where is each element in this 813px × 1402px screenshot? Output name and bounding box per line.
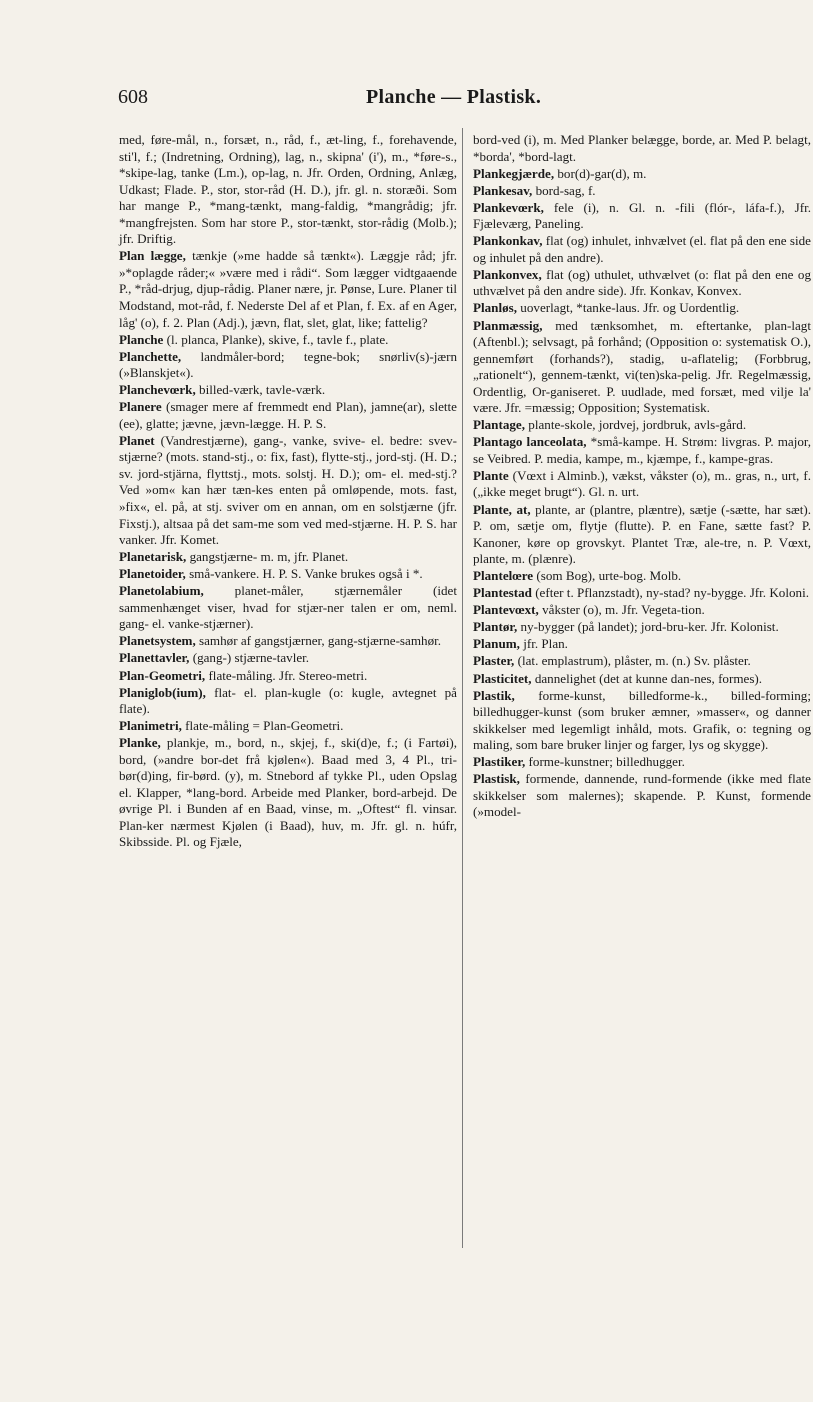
entry-text: bor(d)-gar(d), m. xyxy=(554,165,647,181)
entry-text: gangstjærne- m. m, jfr. Planet. xyxy=(186,549,349,565)
entry-text: (l. planca, Planke), skive, f., tavle f., plate. xyxy=(163,331,389,347)
entry-text: (som Bog), urte-bog. Molb. xyxy=(533,568,682,584)
dictionary-entry xyxy=(473,585,811,602)
entry-headword: Planke, xyxy=(119,735,161,751)
entry-headword: Plante, at, xyxy=(473,501,531,517)
entry-text: formende, dannende, rund-formende (ikke med flate skikkelser som malernes); skapende. P. Kunst, formende (»model- xyxy=(473,771,811,820)
entry-text: billed-værk, tavle-værk. xyxy=(195,382,326,398)
dictionary-entry xyxy=(473,183,811,200)
entry-headword: Planettavler, xyxy=(119,650,190,666)
entry-text: (efter t. Pflanzstadt), ny-stad? ny-bygge. Jfr. Koloni. xyxy=(531,585,810,601)
dictionary-entry xyxy=(473,417,811,434)
dictionary-entry xyxy=(119,349,457,382)
entry-text: (Vandrestjærne), gang-, vanke, svive- el. bedre: svev-stjærne? (mots. stand-stj., o: fix, fast), flytte-stj., jord-stj. (H. D.; sv. jord-stjärna, flyttstj., mots. solstj. H. D.); om- el. med-stj.? Ved »om« kan hær tæn-kes enten på omløpende, mots. fast, »fix«, el. på, at stj. sviver om en annan, om en solstjærne (jfr. Fixstj.), altsaa på det sam-me som ved med-stjærne. H. P. S. har vanker. Jfr. Komet. xyxy=(119,432,457,548)
entry-text: flat- el. plan-kugle (o: kugle, avtegnet på flate). xyxy=(119,684,457,717)
entry-headword: Planetarisk, xyxy=(119,549,187,565)
entry-text: små-vankere. H. P. S. Vanke brukes også i *. xyxy=(185,566,423,582)
entry-headword: Plante xyxy=(473,467,509,483)
dictionary-entry xyxy=(473,619,811,636)
dictionary-entry xyxy=(473,434,811,467)
entry-headword: Plasticitet, xyxy=(473,670,532,686)
dictionary-entry xyxy=(473,200,811,233)
dictionary-entry xyxy=(473,502,811,568)
page-title: Planche — Plastisk. xyxy=(366,86,542,108)
entry-text: (lat. emplastrum), plåster, m. (n.) Sv. plåster. xyxy=(514,653,751,669)
entry-text: flat (og) inhulet, inhvælvet (el. flat på den ene side og inhulet på den andre). xyxy=(473,233,811,265)
entry-headword: Planche xyxy=(119,331,164,347)
entry-text: dannelighet (det at kunne dan-nes, formes). xyxy=(531,670,763,686)
entry-headword: Planetoider, xyxy=(119,566,186,582)
entry-text: *små-kampe. H. Strøm: livgras. P. major, se Veibred. P. media, kampe, m., kjæmpe, f., kampe-gras. xyxy=(473,434,812,466)
entry-text: med tænksomhet, m. eftertanke, plan-lagt (Aftenbl.); selvsagt, på forhånd; (Opposition o: systematisk O.), gennemført (forhands?), stadig, u-aflatelig; (Forbbrug, „rationelt“), gennem-tænkt, vi(ten)ska-pelig. Jfr. Regelmæssig, Ordentlig, Or-ganiseret. P. uudlade, med forsæt, med vilje la' være. Jfr. =mæssig; Opposition; Systematisk. xyxy=(473,317,811,416)
dictionary-entry xyxy=(119,650,457,667)
entry-headword: Plantestad xyxy=(473,585,532,601)
entry-text: (Vœxt i Alminb.), vækst, våkster (o), m.. gras, n., urt, f. („ikke meget brugt“). Gl. n. urt. xyxy=(473,467,811,500)
entry-headword: Planum, xyxy=(473,636,520,652)
dictionary-entry xyxy=(473,132,811,165)
dictionary-entry xyxy=(473,771,811,821)
entry-text: landmåler-bord; tegne-bok; snørliv(s)-jærn (»Blanskjet«). xyxy=(119,348,457,381)
entry-text: ny-bygger (på landet); jord-bru-ker. Jfr. Kolonist. xyxy=(517,619,779,635)
entry-text: forme-kunst, billedforme-k., billed-forming; billedhugger-kunst (som bruker æmner, »masser«, og danner skikkelser med legemligt inhåld, mots. Grafik, o: tegning og maling, som bare bruker linjer og farger, lys og skygge). xyxy=(473,687,811,753)
dictionary-entry xyxy=(473,671,811,688)
dictionary-entry xyxy=(119,332,457,349)
entry-text: forme-kunstner; billedhugger. xyxy=(525,754,685,770)
entry-headword: Plan lægge, xyxy=(119,248,186,264)
entry-text: planet-måler, stjærnemåler (idet sammenhænget viser, hvad for stjær-ner talen er om, neml. gang- el. vanke-stjærner). xyxy=(119,583,457,632)
entry-headword: Plan-Geometri, xyxy=(119,667,206,683)
entry-text: med, føre-mål, n., forsæt, n., råd, f., æt-ling, f., forehavende, sti'l, f.; (Indretning, Ordning), lag, n., skipna' (i'), m., *føre-s., *skipe-lag, tanke (Lm.), op-lag, n. Jfr. Orden, Ordning, Anlæg, Udkast; Flade. P., stor, stor-råd (H. D.), jfr. gl. n. storæði. Som har mange P., *mang-tænkt, mang-faldig, *mangrådig; jfr. *mangfrejsten. Som har store P., stor-tænkt, stor-rådig (Molb.); jfr. Driftig. xyxy=(119,132,457,247)
dictionary-entry xyxy=(119,433,457,549)
entry-text: bord-ved (i), m. Med Planker belægge, borde, ar. Med P. belagt, *borda', *bord-lagt. xyxy=(473,132,811,164)
entry-text: bord-sag, f. xyxy=(532,182,596,198)
dictionary-entry xyxy=(119,566,457,583)
entry-headword: Plantago lanceolata, xyxy=(473,434,587,450)
dictionary-entry xyxy=(119,668,457,685)
page-number: 608 xyxy=(118,86,148,108)
dictionary-entry xyxy=(119,399,457,432)
dictionary-entry xyxy=(473,754,811,771)
dictionary-entry xyxy=(119,735,457,851)
entry-headword: Plastik, xyxy=(473,687,515,703)
entry-text: (smager mere af fremmedt end Plan), jamne(ar), slette (ee), glatte; jævne, jævn-lægge. H. P. S. xyxy=(119,399,457,431)
entry-headword: Planimetri, xyxy=(119,718,182,734)
entry-headword: Plankonvex, xyxy=(473,266,542,282)
dictionary-entry xyxy=(473,468,811,501)
dictionary-entry xyxy=(473,568,811,585)
entry-headword: Planmæssig, xyxy=(473,317,543,333)
entry-headword: Planetsystem, xyxy=(119,633,196,649)
entry-headword: Planet xyxy=(119,432,155,448)
entry-text: uoverlagt, *tanke-laus. Jfr. og Uordentlig. xyxy=(517,300,740,316)
dictionary-entry xyxy=(119,248,457,331)
right-column xyxy=(473,132,811,821)
entry-headword: Planchevœrk, xyxy=(119,382,196,398)
dictionary-entry xyxy=(473,233,811,266)
dictionary-entry xyxy=(473,602,811,619)
entry-text: flate-måling. Jfr. Stereo-metri. xyxy=(205,667,368,683)
entry-headword: Plankesav, xyxy=(473,182,533,198)
entry-headword: Plankevœrk, xyxy=(473,199,544,215)
dictionary-entry xyxy=(119,583,457,633)
dictionary-entry xyxy=(473,300,811,317)
dictionary-entry xyxy=(119,718,457,735)
entry-text: jfr. Plan. xyxy=(519,636,568,652)
dictionary-entry xyxy=(473,688,811,754)
entry-headword: Planere xyxy=(119,399,162,415)
entry-headword: Plantevœxt, xyxy=(473,602,539,618)
entry-headword: Plankonkav, xyxy=(473,233,543,249)
entry-text: flat (og) uthulet, uthvælvet (o: flat på den ene og uthvælvet på den andre side). Jfr. Konkav, Konvex. xyxy=(473,266,811,299)
dictionary-entry xyxy=(473,318,811,417)
entry-headword: Plantør, xyxy=(473,619,518,635)
dictionary-entry xyxy=(119,132,457,248)
entry-text: plankje, m., bord, n., skjej, f., ski(d)e, f.; (i Fartøi), bord, (»andre bor-det frå kjølen«). Baad med 3, 4 Pl., tri-bør(d)ing, fir-børd. (y), m. Stnebord af tykke Pl., uden Opslag el. Klapper, *lang-bord. Arbeide med Planker, bord-arbejd. De øvrige Pl. i Bunden af en Baad, vinse, m. „Oftest“ fl. vinsar. Plan-ker nærmest Kjølen (i Baad), huv, m. Jfr. gl. n. húfr, Skibsside. Pl. og Fjæle, xyxy=(119,735,457,850)
dictionary-entry xyxy=(119,382,457,399)
dictionary-entry xyxy=(473,267,811,300)
entry-text: plante, ar (plantre, plæntre), sætje (-sætte, har sæt). P. om, sætje om, flytje (flutte). P. en Fane, sætte fast? P. Kanoner, køre op grovskyt. Plantet Træ, ale-tre, n. P. Vœxt, plante, m. (plænre). xyxy=(473,501,811,567)
entry-headword: Plankegjærde, xyxy=(473,165,555,181)
entry-text: våkster (o), m. Jfr. Vegeta-tion. xyxy=(538,602,705,618)
left-column xyxy=(119,132,457,852)
entry-text: fele (i), n. Gl. n. -fili (flór-, láfa-f.), Jfr. Fjæleværg, Paneling. xyxy=(473,199,811,232)
dictionary-entry xyxy=(473,653,811,670)
entry-headword: Planløs, xyxy=(473,300,518,316)
dictionary-entry xyxy=(473,636,811,653)
entry-text: plante-skole, jordvej, jordbruk, avls-gård. xyxy=(525,417,747,433)
entry-headword: Planiglob(ium), xyxy=(119,684,206,700)
entry-text: samhør af gangstjærner, gang-stjærne-samhør. xyxy=(195,633,442,649)
entry-text: flate-måling = Plan-Geometri. xyxy=(181,718,344,734)
dictionary-entry xyxy=(119,685,457,718)
dictionary-entry xyxy=(119,549,457,566)
entry-text: (gang-) stjærne-tavler. xyxy=(189,650,310,666)
entry-headword: Plastiker, xyxy=(473,754,526,770)
entry-headword: Plastisk, xyxy=(473,771,520,787)
page-header xyxy=(118,86,738,112)
entry-headword: Plantelœre xyxy=(473,568,534,584)
entry-headword: Planetolabium, xyxy=(119,583,204,599)
entry-text: tænkje (»me hadde så tænkt«). Læggje råd; jfr. »*oplagde råder;« »være med i rådi“. Som lægger vidtgaaende P., *råd-drjug, djup-rådig. Planer nære, jr. Pønse, Lure. Planer til Modstand, mot-råd, f. Nederste Del af et Plan, f. Ex. af en Ager, låg' (o), f. 2. Plan (Adj.), jævn, flat, slet, glat, like; fattelig? xyxy=(119,248,457,330)
entry-headword: Plantage, xyxy=(473,417,526,433)
entry-headword: Planchette, xyxy=(119,348,182,364)
column-divider xyxy=(462,128,463,1248)
dictionary-entry xyxy=(119,633,457,650)
entry-headword: Plaster, xyxy=(473,653,515,669)
dictionary-entry xyxy=(473,166,811,183)
